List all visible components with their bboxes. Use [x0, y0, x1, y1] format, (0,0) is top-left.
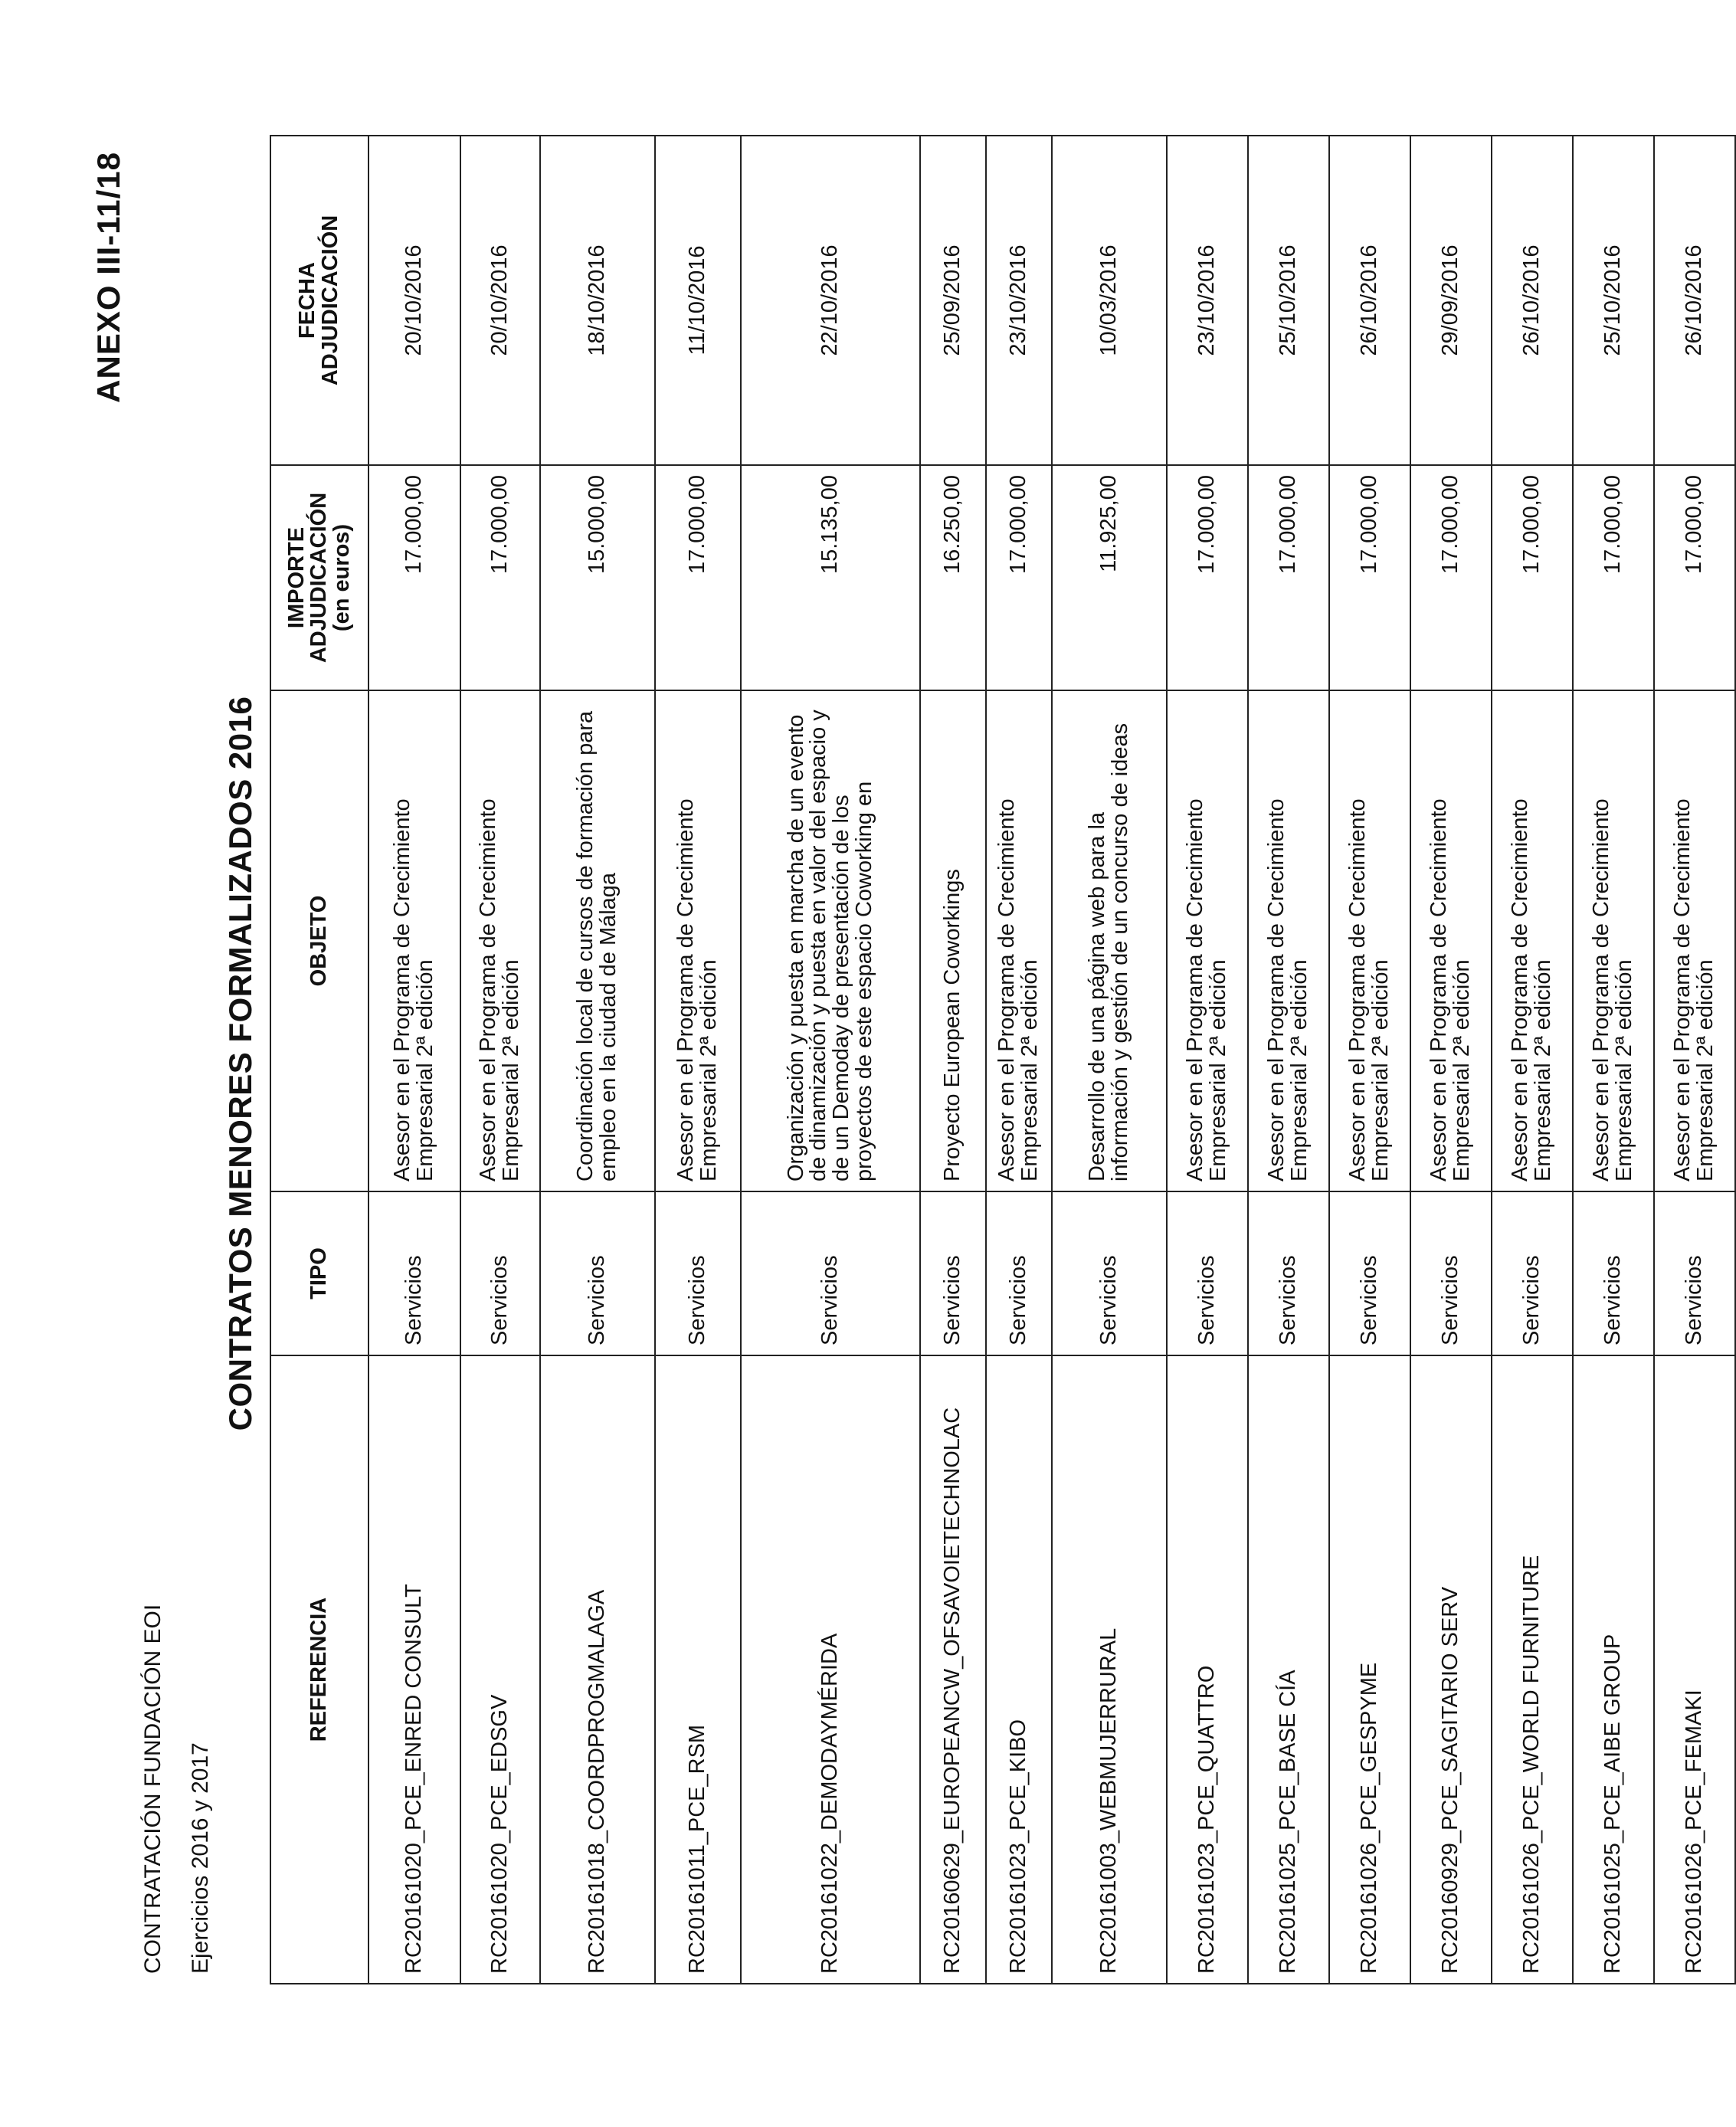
- table-row: [1052, 136, 1167, 1984]
- cell-ref: RC20161003_WEBMUJERRURAL: [1052, 1355, 1167, 1984]
- table-row: [986, 136, 1052, 1984]
- cell-importe: 17.000,00: [1410, 465, 1492, 690]
- cell-ref: RC20161026_PCE_FEMAKI: [1654, 1355, 1735, 1984]
- table-row: [655, 136, 741, 1984]
- cell-ref: RC20161023_PCE_QUATTRO: [1167, 1355, 1248, 1984]
- cell-objeto: Asesor en el Programa de Crecimiento Empresarial 2ª edición: [1410, 690, 1492, 1191]
- cell-tipo: Servicios: [1052, 1191, 1167, 1355]
- cell-objeto: Asesor en el Programa de Crecimiento Empresarial 2ª edición: [368, 690, 460, 1191]
- cell-fecha: 25/10/2016: [1248, 136, 1329, 465]
- cell-fecha: 25/10/2016: [1573, 136, 1654, 465]
- cell-importe: 17.000,00: [1248, 465, 1329, 690]
- cell-importe: 17.000,00: [1329, 465, 1410, 690]
- cell-fecha: 20/10/2016: [460, 136, 540, 465]
- cell-importe: 17.000,00: [655, 465, 741, 690]
- cell-ref: RC20161020_PCE_ENRED CONSULT: [368, 1355, 460, 1984]
- cell-fecha: 29/09/2016: [1410, 136, 1492, 465]
- table-row: [1410, 136, 1492, 1984]
- cell-importe: 17.000,00: [368, 465, 460, 690]
- cell-ref: RC20161018_COORDPROGMALAGA: [540, 1355, 655, 1984]
- cell-tipo: Servicios: [368, 1191, 460, 1355]
- cell-tipo: Servicios: [986, 1191, 1052, 1355]
- column-header-referencia: REFERENCIA: [270, 1355, 368, 1984]
- cell-ref: RC20161026_PCE_GESPYME: [1329, 1355, 1410, 1984]
- cell-tipo: Servicios: [1167, 1191, 1248, 1355]
- cell-objeto: Organización y puesta en marcha de un evento de dinamización y puesta en valor del espacio y de un Demoday de presentación de los proyectos de este espacio Coworking en: [741, 690, 920, 1191]
- cell-tipo: Servicios: [1248, 1191, 1329, 1355]
- cell-ref: RC20161025_PCE_BASE CÍA: [1248, 1355, 1329, 1984]
- cell-importe: 17.000,00: [1492, 465, 1573, 690]
- table-row: [741, 136, 920, 1984]
- cell-objeto: Proyecto European Coworkings: [920, 690, 986, 1191]
- cell-importe: 17.000,00: [460, 465, 540, 690]
- cell-objeto: Asesor en el Programa de Crecimiento Empresarial 2ª edición: [1654, 690, 1735, 1191]
- cell-importe: 17.000,00: [986, 465, 1052, 690]
- cell-tipo: Servicios: [540, 1191, 655, 1355]
- cell-tipo: Servicios: [741, 1191, 920, 1355]
- cell-objeto: Asesor en el Programa de Crecimiento Empresarial 2ª edición: [1329, 690, 1410, 1191]
- cell-importe: 16.250,00: [920, 465, 986, 690]
- column-header-objeto: OBJETO: [270, 690, 368, 1191]
- cell-ref: RC20161025_PCE_AIBE GROUP: [1573, 1355, 1654, 1984]
- cell-ref: RC20161022_DEMODAYMÉRIDA: [741, 1355, 920, 1984]
- table-row: [540, 136, 655, 1984]
- table-row: [1167, 136, 1248, 1984]
- cell-tipo: Servicios: [1329, 1191, 1410, 1355]
- cell-objeto: Asesor en el Programa de Crecimiento Empresarial 2ª edición: [655, 690, 741, 1191]
- cell-objeto: Asesor en el Programa de Crecimiento Empresarial 2ª edición: [1492, 690, 1573, 1191]
- cell-fecha: 18/10/2016: [540, 136, 655, 465]
- cell-importe: 17.000,00: [1573, 465, 1654, 690]
- cell-fecha: 26/10/2016: [1492, 136, 1573, 465]
- cell-ref: RC20160929_PCE_SAGITARIO SERV: [1410, 1355, 1492, 1984]
- cell-importe: 15.000,00: [540, 465, 655, 690]
- cell-fecha: 26/10/2016: [1654, 136, 1735, 465]
- cell-objeto: Desarrollo de una página web para la información y gestión de un concurso de ideas: [1052, 690, 1167, 1191]
- table-row: [368, 136, 460, 1984]
- contracts-table: [270, 135, 1736, 1984]
- cell-importe: 15.135,00: [741, 465, 920, 690]
- cell-fecha: 20/10/2016: [368, 136, 460, 465]
- organization-header: CONTRATACIÓN FUNDACIÓN EOI: [140, 1604, 165, 1974]
- cell-fecha: 25/09/2016: [920, 136, 986, 465]
- cell-fecha: 26/10/2016: [1329, 136, 1410, 465]
- cell-objeto: Asesor en el Programa de Crecimiento Empresarial 2ª edición: [1167, 690, 1248, 1191]
- cell-objeto: Asesor en el Programa de Crecimiento Empresarial 2ª edición: [1248, 690, 1329, 1191]
- cell-objeto: Asesor en el Programa de Crecimiento Empresarial 2ª edición: [460, 690, 540, 1191]
- column-header-tipo: TIPO: [270, 1191, 368, 1355]
- cell-tipo: Servicios: [460, 1191, 540, 1355]
- annex-label: ANEXO III-11/18: [90, 152, 126, 403]
- table-row: [460, 136, 540, 1984]
- cell-fecha: 23/10/2016: [986, 136, 1052, 465]
- cell-objeto: Asesor en el Programa de Crecimiento Empresarial 2ª edición: [1573, 690, 1654, 1191]
- document-title: CONTRATOS MENORES FORMALIZADOS 2016: [222, 696, 258, 1431]
- cell-fecha: 23/10/2016: [1167, 136, 1248, 465]
- cell-ref: RC20161026_PCE_WORLD FURNITURE: [1492, 1355, 1573, 1984]
- cell-tipo: Servicios: [1492, 1191, 1573, 1355]
- table-row: [920, 136, 986, 1984]
- cell-tipo: Servicios: [1573, 1191, 1654, 1355]
- table-row: [1329, 136, 1410, 1984]
- cell-objeto: Asesor en el Programa de Crecimiento Empresarial 2ª edición: [986, 690, 1052, 1191]
- table-row: [1248, 136, 1329, 1984]
- table-row: [1654, 136, 1735, 1984]
- fiscal-years-header: Ejercicios 2016 y 2017: [188, 1742, 213, 1974]
- cell-fecha: 22/10/2016: [741, 136, 920, 465]
- cell-objeto: Coordinación local de cursos de formación para empleo en la ciudad de Málaga: [540, 690, 655, 1191]
- cell-importe: 17.000,00: [1654, 465, 1735, 690]
- table-row: [1492, 136, 1573, 1984]
- column-header-importe: IMPORTE ADJUDICACIÓN (en euros): [270, 465, 368, 690]
- cell-ref: RC20161011_PCE_RSM: [655, 1355, 741, 1984]
- table-header-row: [270, 136, 368, 1984]
- cell-fecha: 11/10/2016: [655, 136, 741, 465]
- cell-importe: 11.925,00: [1052, 465, 1167, 690]
- cell-ref: RC20160629_EUROPEANCW_OFSAVOIETECHNOLAC: [920, 1355, 986, 1984]
- table-row: [1573, 136, 1654, 1984]
- cell-importe: 17.000,00: [1167, 465, 1248, 690]
- column-header-fecha: FECHA ADJUDICACIÓN: [270, 136, 368, 465]
- cell-fecha: 10/03/2016: [1052, 136, 1167, 465]
- cell-tipo: Servicios: [920, 1191, 986, 1355]
- cell-tipo: Servicios: [1654, 1191, 1735, 1355]
- cell-ref: RC20161020_PCE_EDSGV: [460, 1355, 540, 1984]
- cell-tipo: Servicios: [655, 1191, 741, 1355]
- cell-tipo: Servicios: [1410, 1191, 1492, 1355]
- cell-ref: RC20161023_PCE_KIBO: [986, 1355, 1052, 1984]
